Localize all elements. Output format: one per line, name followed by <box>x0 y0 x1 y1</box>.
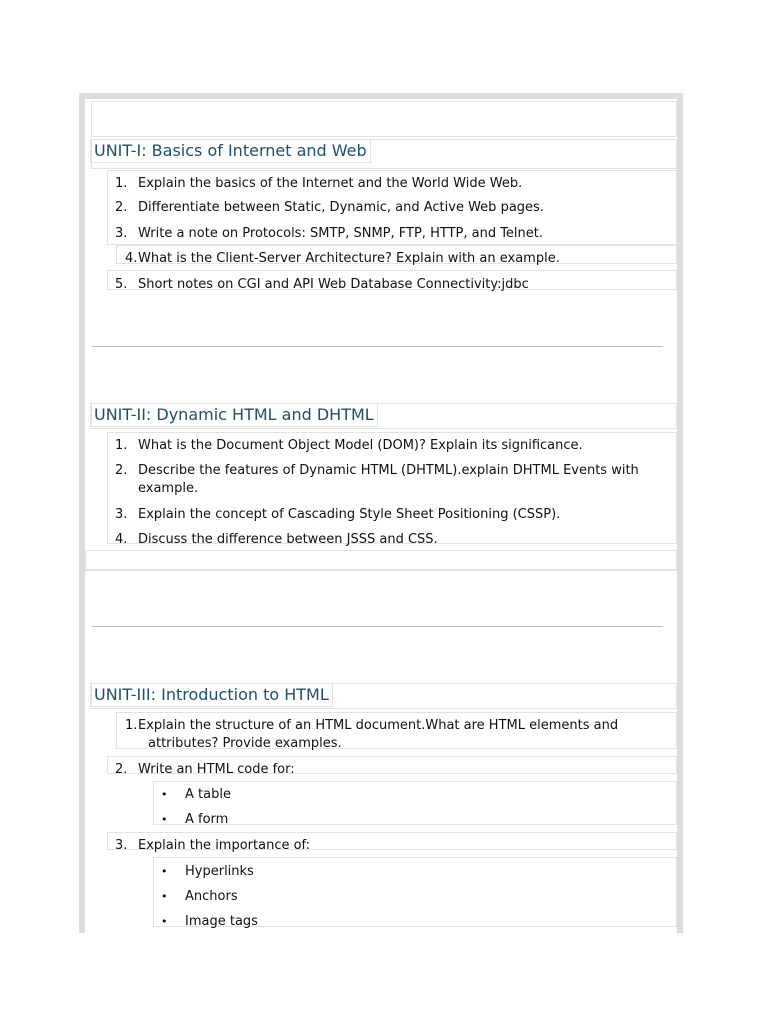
unit-1-q3-text: Write a note on Protocols: SMTP, SNMP, FTP, HTTP, and Telnet. <box>138 226 544 241</box>
unit-2-heading: UNIT-II: Dynamic HTML and DHTML <box>90 403 378 427</box>
document-page <box>85 99 677 933</box>
unit-3-heading: UNIT-III: Introduction to HTML <box>90 683 333 707</box>
unit-3-q3-bullet-3: Image tags <box>185 914 258 929</box>
document-page-frame <box>79 93 683 933</box>
unit-2-q4-text: Discuss the difference between JSSS and CSS. <box>138 532 438 547</box>
section-divider <box>92 626 663 627</box>
unit-2-q2-text-line2: example. <box>138 481 199 496</box>
bullet-glyph: • <box>161 915 168 928</box>
unit-3-q3-bullet-2: Anchors <box>185 889 238 904</box>
unit-3-q3-text: Explain the importance of: <box>138 838 311 853</box>
section-divider <box>92 346 663 347</box>
section-box <box>85 569 677 571</box>
section-box <box>85 550 677 570</box>
bullet-glyph: • <box>161 813 168 826</box>
unit-2-q4-number: 4. <box>115 532 128 547</box>
unit-1-heading: UNIT-I: Basics of Internet and Web <box>90 139 371 163</box>
unit-2-q3-text: Explain the concept of Cascading Style Sheet Positioning (CSSP). <box>138 507 561 522</box>
unit-1-q1-text: Explain the basics of the Internet and the World Wide Web. <box>138 176 523 191</box>
unit-3-q2-bullet-2: A form <box>185 812 229 827</box>
unit-2-q1-number: 1. <box>115 438 128 453</box>
bullet-glyph: • <box>161 890 168 903</box>
unit-3-q2-bullets-box <box>153 781 677 825</box>
unit-1-q2-text: Differentiate between Static, Dynamic, and Active Web pages. <box>138 200 544 215</box>
unit-1-q4-text: What is the Client-Server Architecture? Explain with an example. <box>138 251 560 266</box>
unit-1-q3-number: 3. <box>115 226 128 241</box>
unit-3-q1-number: 1. <box>125 718 138 733</box>
unit-3-q2-text: Write an HTML code for: <box>138 762 295 777</box>
unit-1-q5-number: 5. <box>115 277 128 292</box>
unit-2-q2-text-line1: Describe the features of Dynamic HTML (DHTML).explain DHTML Events with <box>138 463 639 478</box>
unit-1-q5-text: Short notes on CGI and API Web Database Connectivity:jdbc <box>138 277 529 292</box>
bullet-glyph: • <box>161 788 168 801</box>
unit-2-q3-number: 3. <box>115 507 128 522</box>
unit-2-q1-text: What is the Document Object Model (DOM)? Explain its significance. <box>138 438 583 453</box>
unit-3-q3-bullet-1: Hyperlinks <box>185 864 254 879</box>
section-box <box>91 101 677 137</box>
unit-3-q3-number: 3. <box>115 838 128 853</box>
unit-3-q1-text-line1: Explain the structure of an HTML document.What are HTML elements and <box>138 718 619 733</box>
unit-3-q2-bullet-1: A table <box>185 787 231 802</box>
unit-3-q1-text-line2: attributes? Provide examples. <box>148 736 342 751</box>
unit-2-q2-number: 2. <box>115 463 128 478</box>
bullet-glyph: • <box>161 865 168 878</box>
unit-3-q2-number: 2. <box>115 762 128 777</box>
unit-1-q1-number: 1. <box>115 176 128 191</box>
unit-1-q2-number: 2. <box>115 200 128 215</box>
unit-1-q4-number: 4. <box>125 251 138 266</box>
